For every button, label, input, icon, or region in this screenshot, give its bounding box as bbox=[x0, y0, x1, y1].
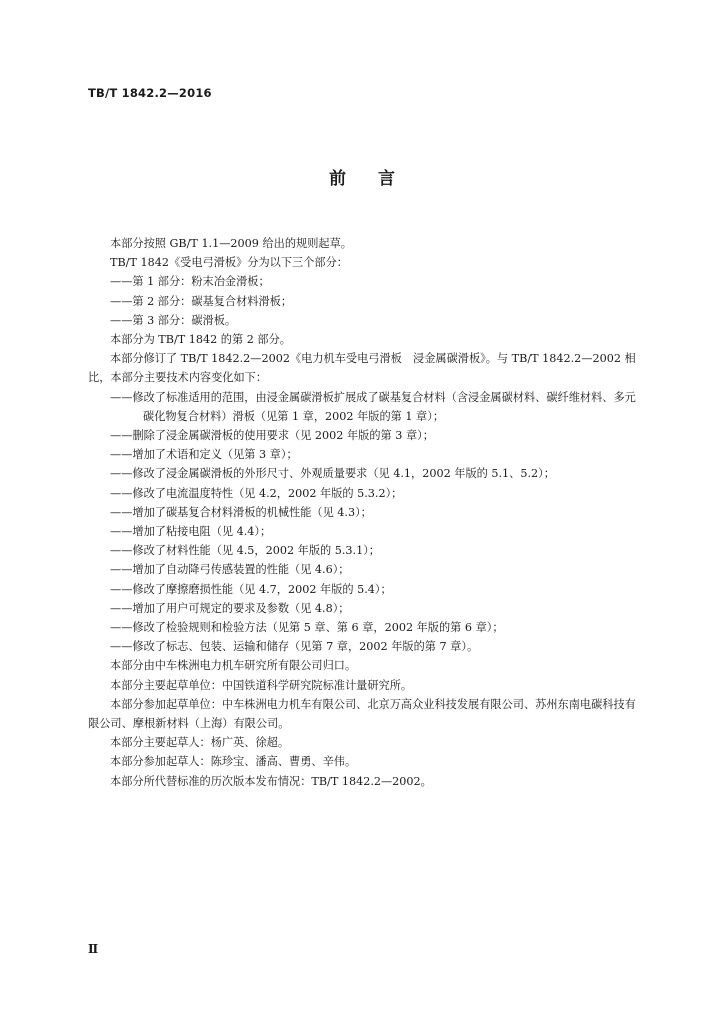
list-item: ——第 1 部分：粉末冶金滑板； bbox=[110, 275, 270, 289]
list-item: ——修改了电流温度特性（见 4.2，2002 年版的 5.3.2）； bbox=[110, 486, 403, 500]
list-item: ——增加了碳基复合材料滑板的机械性能（见 4.3）； bbox=[110, 505, 372, 519]
paragraph: 本部分修订了 TB/T 1842.2—2002《电力机车受电弓滑板 浸金属碳滑板》。与 TB/T 1842.2—2002 相比，本部分主要技术内容变化如下： bbox=[88, 352, 636, 385]
paragraph: TB/T 1842《受电弓滑板》分为以下三个部分： bbox=[110, 256, 348, 270]
paragraph: 本部分为 TB/T 1842 的第 2 部分。 bbox=[110, 333, 291, 347]
paragraph: 本部分主要起草单位：中国铁道科学研究院标准计量研究所。 bbox=[110, 678, 413, 692]
paragraph: 本部分由中车株洲电力机车研究所有限公司归口。 bbox=[110, 659, 357, 673]
paragraph: 本部分主要起草人：杨广英、徐超。 bbox=[110, 736, 290, 750]
list-item: ——修改了检验规则和检验方法（见第 5 章、第 6 章，2002 年版的第 6 章）； bbox=[110, 621, 504, 635]
paragraph: 本部分所代替标准的历次版本发布情况：TB/T 1842.2—2002。 bbox=[110, 774, 432, 788]
paragraph: 本部分参加起草单位：中车株洲电力机车有限公司、北京万高众业科技发展有限公司、苏州东南电碳科技有限公司、摩根新材料（上海）有限公司。 bbox=[88, 697, 636, 731]
paragraph: 本部分按照 GB/T 1.1—2009 给出的规则起草。 bbox=[110, 237, 352, 250]
list-item: ——修改了浸金属碳滑板的外形尺寸、外观质量要求（见 4.1，2002 年版的 5.1、5.2）； bbox=[110, 467, 555, 481]
list-item: ——修改了摩擦磨损性能（见 4.7，2002 年版的 5.4）； bbox=[110, 582, 392, 596]
list-item: ——删除了浸金属碳滑板的使用要求（见 2002 年版的第 3 章）； bbox=[110, 429, 434, 443]
foreword-body bbox=[88, 234, 644, 791]
list-item: ——修改了标准适用的范围，由浸金属碳滑板扩展成了碳基复合材料（含浸金属碳材料、碳纤维材料、多元碳化物复合材料）滑板（见第 1 章，2002 年版的第 1 章）； bbox=[110, 390, 636, 423]
list-item: ——增加了用户可规定的要求及参数（见 4.8）； bbox=[110, 601, 350, 615]
document-id-header: TB/T 1842.2—2016 bbox=[88, 86, 212, 100]
list-item: ——增加了粘接电阻（见 4.4）； bbox=[110, 525, 272, 539]
list-item: ——修改了标志、包装、运输和储存（见第 7 章，2002 年版的第 7 章）。 bbox=[110, 640, 479, 654]
list-item: ——增加了术语和定义（见第 3 章）； bbox=[110, 448, 298, 462]
page-number: Ⅱ bbox=[88, 942, 99, 956]
paragraph: 本部分参加起草人：陈珍宝、潘高、曹勇、辛伟。 bbox=[110, 755, 357, 769]
page-title: 前言 bbox=[329, 169, 427, 189]
list-item: ——修改了材料性能（见 4.5，2002 年版的 5.3.1）； bbox=[110, 544, 380, 558]
list-item: ——第 3 部分：碳滑板。 bbox=[110, 313, 237, 327]
list-item: ——第 2 部分：碳基复合材料滑板； bbox=[110, 294, 293, 308]
list-item: ——增加了自动降弓传感装置的性能（见 4.6）； bbox=[110, 563, 350, 577]
